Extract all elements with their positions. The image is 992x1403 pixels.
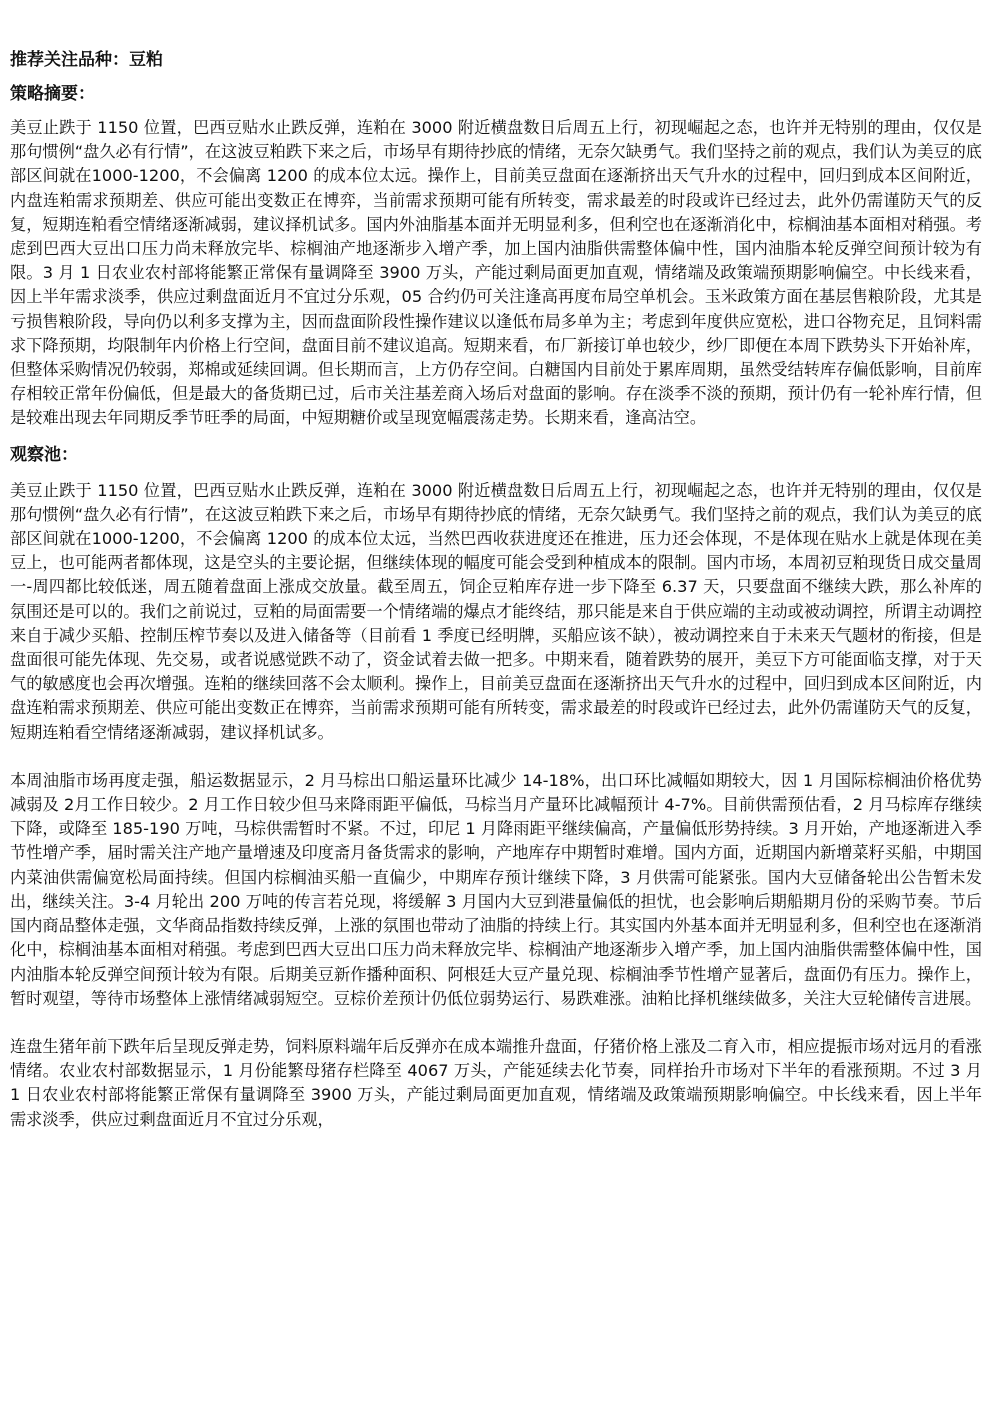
watch-paragraph-soymeal: 美豆止跌于 1150 位置，巴西豆贴水止跌反弹，连粕在 3000 附近横盘数日后周五上行，初现崛起之态，也许并无特别的理由，仅仅是那句惯例“盘久必有行情”，在这波豆粕跌下来之后，市场早有期待抄底的情绪，无奈欠缺勇气。我们坚持之前的观点，我们认为美豆的底部区间就在1000-1200，不会偏离 1200 的成本位太远，当然巴西收获进度还在推进，压力还会体现，不是体现在贴水上就是体现在美豆上，也可能两者都体现，这是空头的主要论据，但继续体现的幅度可能会受到种植成本的限制。国内市场，本周初豆粕现货日成交量周一-周四都比较低迷，周五随着盘面上涨成交放量。截至周五，饲企豆粕库存进一步下降至 6.37 天，只要盘面不继续大跌，那么补库的氛围还是可以的。我们之前说过，豆粕的局面需要一个情绪端的爆点才能终结，那只能是来自于供应端的主动或被动调控，所谓主动调控来自于减少买船、控制压榨节奏以及进入储备等（目前看 1 季度已经明牌，买船应该不缺），被动调控来自于未来天气题材的衔接，但是盘面很可能先体现、先交易，或者说感觉跌不动了，资金试着去做一把多。中期来看，随着跌势的展开，美豆下方可能面临支撑，对于天气的敏感度也会再次增强。连粕的继续回落不会太顺利。操作上，目前美豆盘面在逐渐挤出天气升水的过程中，回归到成本区间附近，内盘连粕需求预期差、供应可能出变数正在博弈，当前需求预期可能有所转变，需求最差的时段或许已经过去，此外仍需谨防天气的反复，短期连粕看空情绪逐渐减弱，建议择机试多。 <box>10 480 982 742</box>
document-page <box>10 48 982 1132</box>
recommended-variety-heading: 推荐关注品种：豆粕 <box>10 50 163 70</box>
strategy-summary-paragraph: 美豆止跌于 1150 位置，巴西豆贴水止跌反弹，连粕在 3000 附近横盘数日后周五上行，初现崛起之态，也许并无特别的理由，仅仅是那句惯例“盘久必有行情”，在这波豆粕跌下来之后，市场早有期待抄底的情绪，无奈欠缺勇气。我们坚持之前的观点，我们认为美豆的底部区间就在1000-1200，不会偏离 1200 的成本位太远。操作上，目前美豆盘面在逐渐挤出天气升水的过程中，回归到成本区间附近，内盘连粕需求预期差、供应可能出变数正在博弈，当前需求预期可能有所转变，需求最差的时段或许已经过去，此外仍需谨防天气的反复，短期连粕看空情绪逐渐减弱，建议择机试多。国内外油脂基本面并无明显利多，但利空也在逐渐消化中，棕榈油基本面相对稍强。考虑到巴西大豆出口压力尚未释放完毕、棕榈油产地逐渐步入增产季，加上国内油脂供需整体偏中性，国内油脂本轮反弹空间预计较为有限。3 月 1 日农业农村部将能繁正常保有量调降至 3900 万头，产能过剩局面更加直观，情绪端及政策端预期影响偏空。中长线来看，因上半年需求淡季，供应过剩盘面近月不宜过分乐观，05 合约仍可关注逢高再度布局空单机会。玉米政策方面在基层售粮阶段，尤其是亏损售粮阶段，导向仍以利多支撑为主，因而盘面阶段性操作建议以逢低布局多单为主；考虑到年度供应宽松，进口谷物充足，且饲料需求下降预期，均限制年内价格上行空间，盘面目前不建议追高。短期来看，布厂新接订单也较少，纱厂即便在本周下跌势头下开始补库，但整体采购情况仍较弱，郑棉或延续回调。但长期而言，上方仍存空间。白糖国内目前处于累库周期，虽然受结转库存偏低影响，目前库存相较正常年份偏低，但是最大的备货期已过，后市关注基差商入场后对盘面的影响。存在淡季不淡的预期，预计仍有一轮补库行情，但是较难出现去年同期反季节旺季的局面，中短期糖价或呈现宽幅震荡走势。长期来看，逢高沽空。 <box>10 118 982 428</box>
watch-paragraph-oils: 本周油脂市场再度走强，船运数据显示，2 月马棕出口船运量环比减少 14-18%，出口环比减幅如期较大，因 1 月国际棕榈油价格优势减弱及 2月工作日较少。2 月工作日较少但马来降雨距平偏低，马棕当月产量环比减幅预计 4-7%。目前供需预估看，2 月马棕库存继续下降，或降至 185-190 万吨，马棕供需暂时不紧。不过，印尼 1 月降雨距平继续偏高，产量偏低形势持续。3 月开始，产地逐渐进入季节性增产季，届时需关注产地产量增速及印度斋月备货需求的影响，产地库存中期暂时难增。国内方面，近期国内新增菜籽买船，中期国内菜油供需偏宽松局面持续。但国内棕榈油买船一直偏少，中期库存预计继续下降，3 月供需可能紧张。国内大豆储备轮出公告暂未发出，继续关注。3-4 月轮出 200 万吨的传言若兑现，将缓解 3 月国内大豆到港量偏低的担忧，也会影响后期船期月份的采购节奏。节后国内商品整体走强，文华商品指数持续反弹，上涨的氛围也带动了油脂的持续上行。其实国内外基本面并无明显利多，但利空也在逐渐消化中，棕榈油基本面相对稍强。考虑到巴西大豆出口压力尚未释放完毕、棕榈油产地逐渐步入增产季，加上国内油脂供需整体偏中性，国内油脂本轮反弹空间预计较为有限。后期美豆新作播种面积、阿根廷大豆产量兑现、棕榈油季节性增产显著后，盘面仍有压力。操作上，暂时观望，等待市场整体上涨情绪减弱短空。豆棕价差预计仍低位弱势运行、易跌难涨。油粕比择机继续做多，关注大豆轮储传言进展。 <box>10 770 982 1008</box>
watch-pool-heading: 观察池： <box>10 444 78 465</box>
strategy-summary-heading: 策略摘要： <box>10 84 95 104</box>
watch-paragraph-hogs: 连盘生猪年前下跌年后呈现反弹走势，饲料原料端年后反弹亦在成本端推升盘面，仔猪价格上涨及二育入市，相应提振市场对远月的看涨情绪。农业农村部数据显示，1 月份能繁母猪存栏降至 4067 万头，产能延续去化节奏，同样抬升市场对下半年的看涨预期。不过 3 月 1 日农业农村部将能繁正常保有量调降至 3900 万头，产能过剩局面更加直观，情绪端及政策端预期影响偏空。中长线来看，因上半年需求淡季，供应过剩盘面近月不宜过分乐观， <box>10 1036 982 1129</box>
